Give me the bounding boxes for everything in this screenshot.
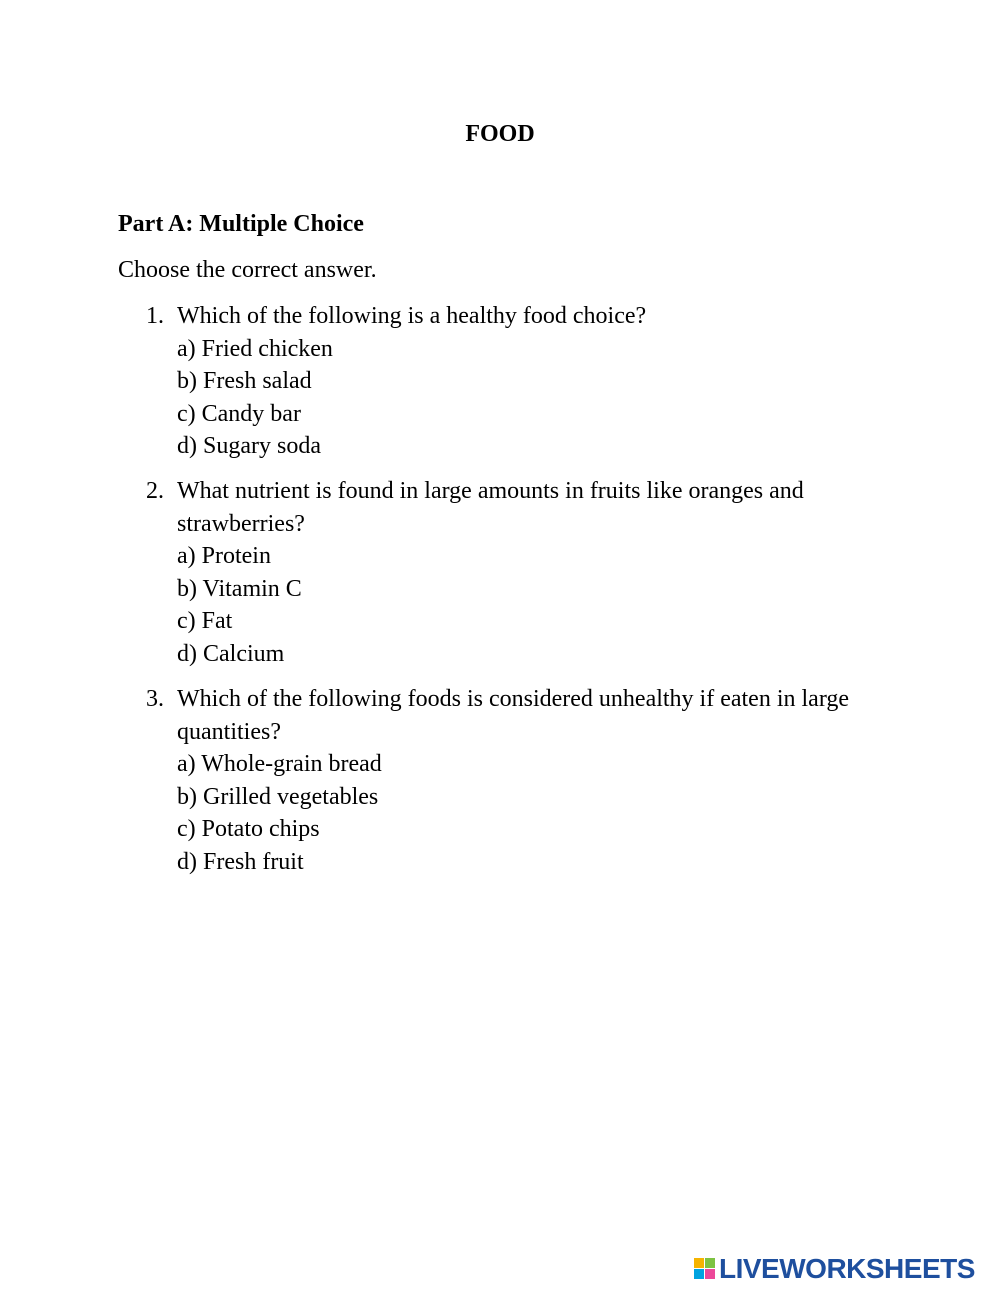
answer-option-d[interactable]: d) Sugary soda [177, 433, 321, 459]
question-text: Which of the following foods is considered unhealthy if eaten in large quantities? [177, 686, 850, 745]
answer-option-a[interactable]: a) Fried chicken [177, 335, 333, 362]
part-heading: Part A: Multiple Choice [118, 211, 364, 237]
answer-option-c[interactable]: c) Candy bar [177, 400, 301, 427]
logo-square [705, 1258, 715, 1268]
answer-option-d[interactable]: d) Fresh fruit [177, 848, 304, 875]
logo-square [694, 1269, 704, 1279]
logo-square [705, 1269, 715, 1279]
answer-option-d[interactable]: d) Calcium [177, 640, 285, 667]
liveworksheets-logo-icon [694, 1258, 716, 1280]
answer-option-b[interactable]: b) Vitamin C [177, 575, 302, 602]
answer-option-c[interactable]: c) Potato chips [177, 816, 320, 842]
brand-wordmark: LIVEWORKSHEETS [719, 1253, 975, 1284]
question-2 [146, 475, 886, 670]
liveworksheets-brand [694, 1254, 975, 1284]
logo-square [694, 1258, 704, 1268]
answer-option-b[interactable]: b) Grilled vegetables [177, 783, 379, 810]
answer-option-a[interactable]: a) Whole-grain bread [177, 751, 382, 777]
question-number: 3. [146, 686, 164, 712]
question-3 [146, 683, 886, 878]
question-number: 2. [146, 478, 164, 504]
page-title: FOOD [465, 121, 535, 147]
question-text: Which of the following is a healthy food choice? [177, 303, 647, 329]
instructions-text: Choose the correct answer. [118, 257, 377, 283]
answer-option-b[interactable]: b) Fresh salad [177, 368, 312, 394]
question-1 [146, 300, 886, 463]
question-text: What nutrient is found in large amounts in fruits like oranges and strawberries? [177, 478, 804, 537]
answer-option-a[interactable]: a) Protein [177, 543, 271, 569]
answer-option-c[interactable]: c) Fat [177, 608, 233, 634]
question-number: 1. [146, 303, 164, 329]
